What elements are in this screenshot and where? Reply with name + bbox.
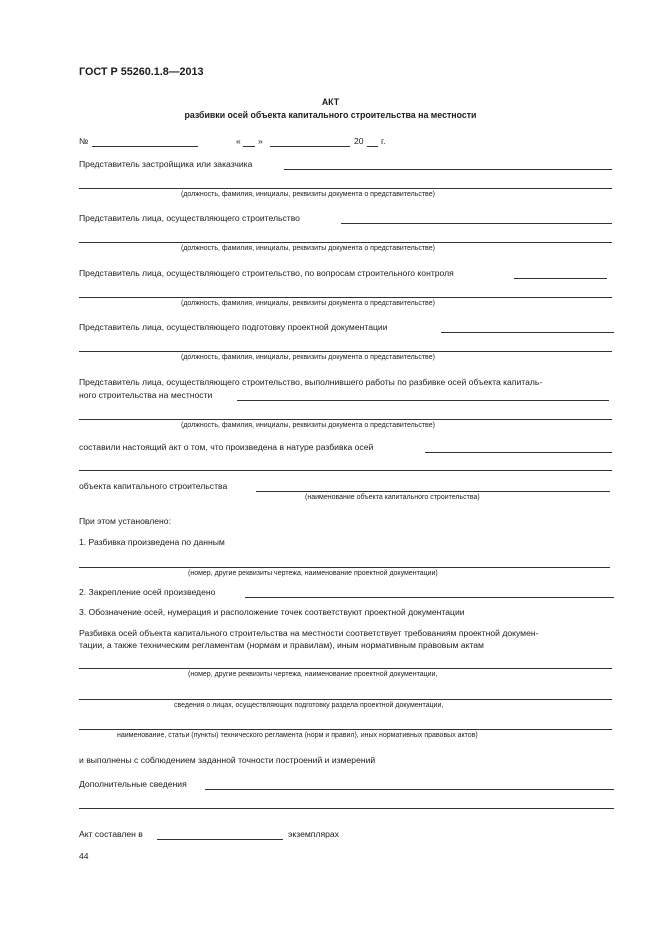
date-open-quote: « <box>236 136 241 146</box>
rep-builder-caption: (должность, фамилия, инициалы, реквизиты документа о представительстве) <box>181 245 435 252</box>
item-2-label: 2. Закрепление осей произведено <box>79 587 216 597</box>
copies-suffix: экземплярах <box>288 829 339 839</box>
act-subtitle: разбивки осей объекта капитального строительства на местности <box>184 110 477 120</box>
established-heading: При этом установлено: <box>79 516 171 526</box>
axes-field[interactable] <box>425 452 612 453</box>
rep-designer-label: Представитель лица, осуществляющего подготовку проектной документации <box>79 322 388 332</box>
additional-field-2[interactable] <box>79 808 614 809</box>
rep-control-field-2[interactable] <box>79 297 612 298</box>
copies-prefix: Акт составлен в <box>79 829 143 839</box>
rep-builder-label: Представитель лица, осуществляющего строительство <box>79 213 300 223</box>
compliance-caption-3: наименование, статьи (пункты) технического регламента (норм и правил), иных нормативных правовых актов) <box>117 732 478 739</box>
month-field[interactable] <box>270 146 350 147</box>
rep-control-caption: (должность, фамилия, инициалы, реквизиты документа о представительстве) <box>181 300 435 307</box>
rep-customer-label: Представитель застройщика или заказчика <box>79 159 253 169</box>
item-2-field[interactable] <box>245 597 614 598</box>
rep-builder-field[interactable] <box>341 223 612 224</box>
rep-layout-field[interactable] <box>237 400 609 401</box>
number-label: № <box>79 136 89 146</box>
object-field[interactable] <box>256 491 610 492</box>
date-close-quote: » <box>258 136 263 146</box>
item-1-field[interactable] <box>79 567 610 568</box>
compliance-line-1: Разбивка осей объекта капитального строительства на местности соответствует требованиям проектной докумен- <box>79 628 539 638</box>
rep-layout-label-2: ного строительства на местности <box>79 390 213 400</box>
axes-field-2[interactable] <box>79 470 612 471</box>
rep-customer-caption: (должность, фамилия, инициалы, реквизиты документа о представительстве) <box>181 191 435 198</box>
item-1-caption: (номер, другие реквизиты чертежа, наименование проектной документации) <box>188 570 438 577</box>
rep-designer-field[interactable] <box>441 332 614 333</box>
compliance-caption-1: (номер, другие реквизиты чертежа, наименование проектной документации, <box>188 671 438 678</box>
act-title: АКТ <box>321 97 340 107</box>
rep-customer-field-2[interactable] <box>79 188 612 189</box>
compliance-caption-2: сведения о лицах, осуществляющих подготовку раздела проектной документации, <box>174 702 444 709</box>
compliance-field-3[interactable] <box>79 729 612 730</box>
act-number-field[interactable] <box>92 146 198 147</box>
rep-control-label: Представитель лица, осуществляющего строительство, по вопросам строительного контроля <box>79 268 454 278</box>
rep-builder-field-2[interactable] <box>79 242 612 243</box>
copies-count-field[interactable] <box>157 839 283 840</box>
additional-field[interactable] <box>205 789 614 790</box>
rep-layout-field-2[interactable] <box>79 419 612 420</box>
compliance-field-1[interactable] <box>79 668 612 669</box>
compliance-line-2: тации, а также техническим регламентам (нормам и правилам), иным нормативным правовым актам <box>79 640 484 650</box>
additional-label: Дополнительные сведения <box>79 779 187 789</box>
year-suffix: г. <box>381 136 386 146</box>
rep-layout-caption: (должность, фамилия, инициалы, реквизиты документа о представительстве) <box>181 422 435 429</box>
day-field[interactable] <box>243 146 255 147</box>
year-prefix: 20 <box>354 136 364 146</box>
statement-label: составили настоящий акт о том, что произведена в натуре разбивка осей <box>79 442 374 452</box>
rep-control-field[interactable] <box>514 278 607 279</box>
rep-customer-field[interactable] <box>284 169 612 170</box>
rep-layout-label-1: Представитель лица, осуществляющего строительство, выполнившего работы по разбивке осей объекта капиталь- <box>79 377 543 387</box>
rep-designer-caption: (должность, фамилия, инициалы, реквизиты документа о представительстве) <box>181 354 435 361</box>
page-number: 44 <box>79 851 89 861</box>
compliance-field-2[interactable] <box>79 699 612 700</box>
year-field[interactable] <box>367 146 378 147</box>
item-1-label: 1. Разбивка произведена по данным <box>79 537 225 547</box>
object-caption: (наименование объекта капитального строительства) <box>305 494 480 501</box>
rep-designer-field-2[interactable] <box>79 351 612 352</box>
accuracy-text: и выполнены с соблюдением заданной точности построений и измерений <box>79 755 376 765</box>
object-label: объекта капитального строительства <box>79 481 228 491</box>
item-3-label: 3. Обозначение осей, нумерация и расположение точек соответствуют проектной документации <box>79 607 465 617</box>
standard-header: ГОСТ Р 55260.1.8—2013 <box>79 66 204 78</box>
